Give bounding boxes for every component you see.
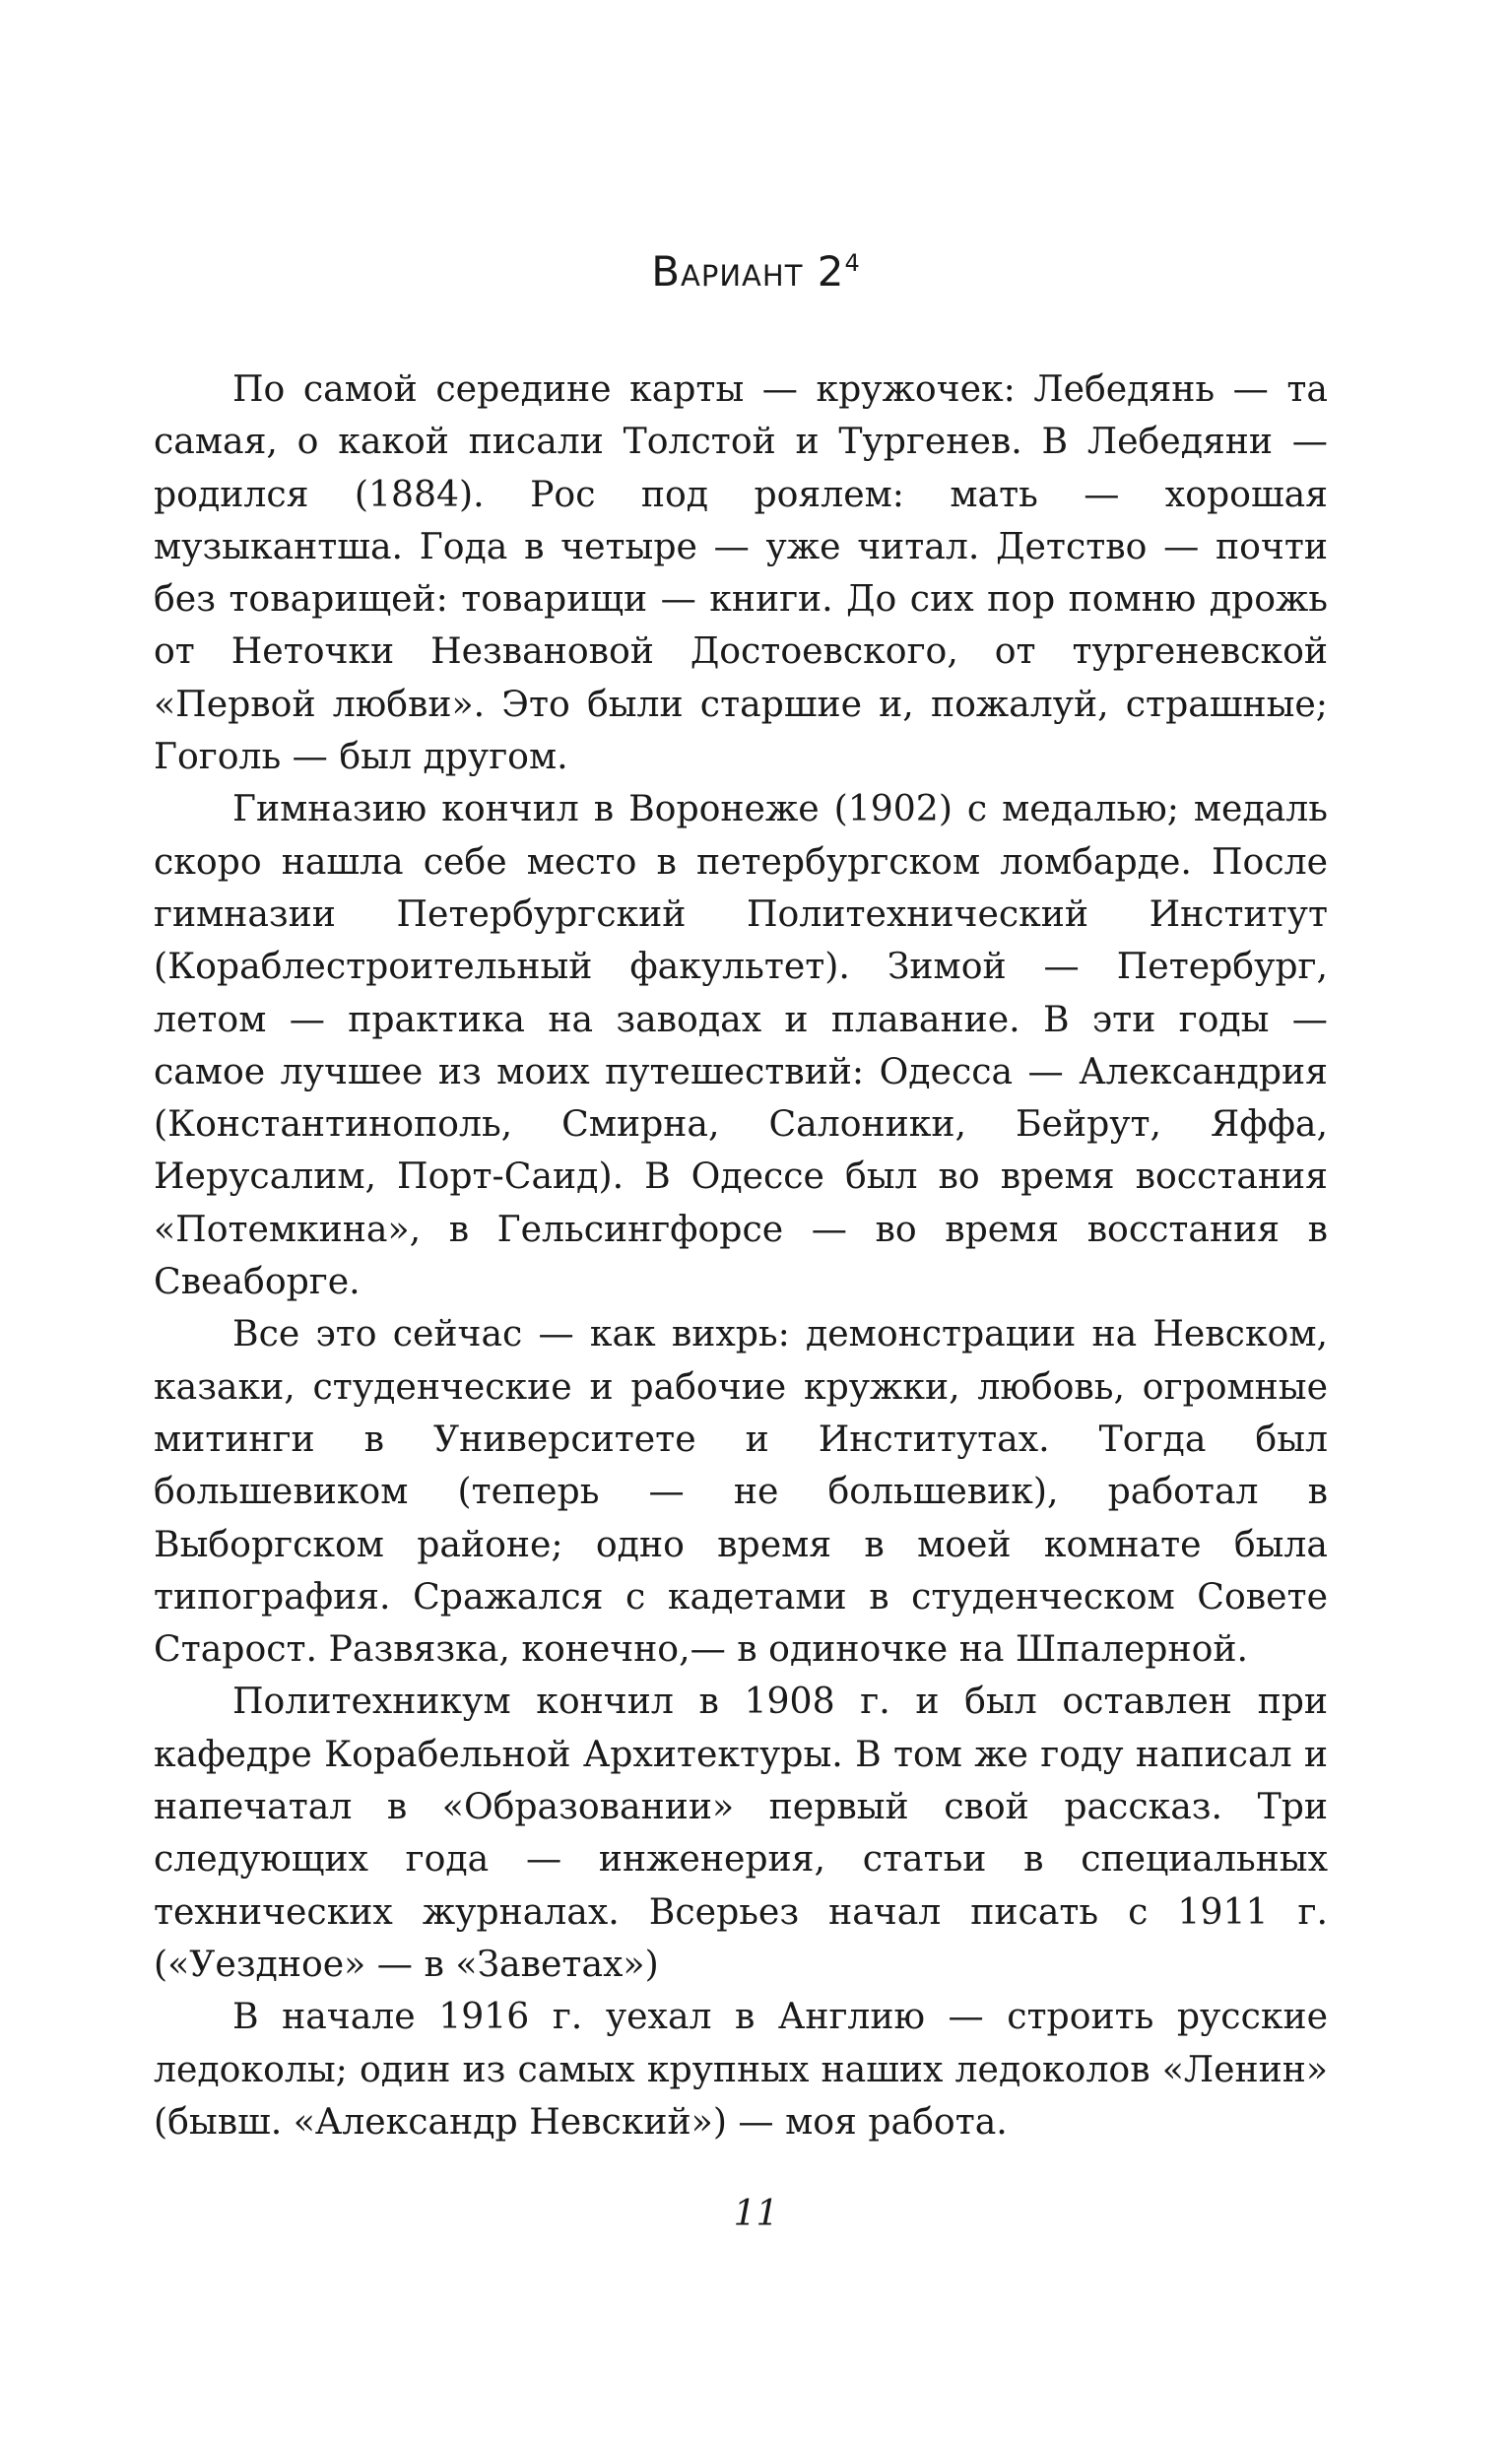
heading-title: Вариант 2 [651,247,845,296]
body-text [154,363,1328,2147]
paragraph-education: Гимназию кончил в Воронеже (1902) с медалью; медаль скоро нашла себе место в петербургском ломбарде. После гимназии Петербургский Политехнический Институт (Кораблестроительный факультет). Зимой — Петербург, летом — практика на заводах и плавание. В эти годы — самое лучшее из моих путешествий: Одесса — Александрия (Константинополь, Смирна, Салоники, Бейрут, Яффа, Иерусалим, Порт-Саид). В Одессе был во время восстания «Потемкина», в Гельсингфорсе — во время восстания в Свеаборге. [154,787,1328,1303]
footnote-marker: 4 [844,249,861,277]
paragraph-revolution: Все это сейчас — как вихрь: демонстрации на Невском, казаки, студенческие и рабочие кружки, любовь, огромные митинги в Университете и Институтах. Тогда был большевиком (теперь — не большевик), работал в Выборгском районе; одно время в моей комнате была типография. Сражался с кадетами в студенческом Совете Старост. Развязка, конечно,— в одиночке на Шпалерной. [154,1312,1328,1671]
page-number: 11 [733,2194,779,2234]
paragraph-england: В начале 1916 г. уехал в Англию — строить русские ледоколы; один из самых крупных наших ледоколов «Ленин» (бывш. «Александр Невский») — моя работа. [154,1995,1328,2143]
section-heading [0,247,1512,296]
paragraph-childhood: По самой середине карты — кружочек: Лебедянь — та самая, о какой писали Толстой и Тургенев. В Лебедяни — родился (1884). Рос под роялем: мать — хорошая музыкантша. Года в четыре — уже читал. Детство — почти без товарищей: товарищи — книги. До сих пор помню дрожь от Неточки Незвановой Достоевского, от тургеневской «Первой любви». Это были старшие и, пожалуй, страшные; Гоголь — был другом. [154,367,1328,778]
paragraph-career: Политехникум кончил в 1908 г. и был оставлен при кафедре Корабельной Архитектуры. В том же году написал и напечатал в «Образовании» первый свой рассказ. Три следующих года — инженерия, статьи в специальных технических журналах. Всерьез начал писать с 1911 г. («Уездное» — в «Заветах») [154,1680,1328,1985]
